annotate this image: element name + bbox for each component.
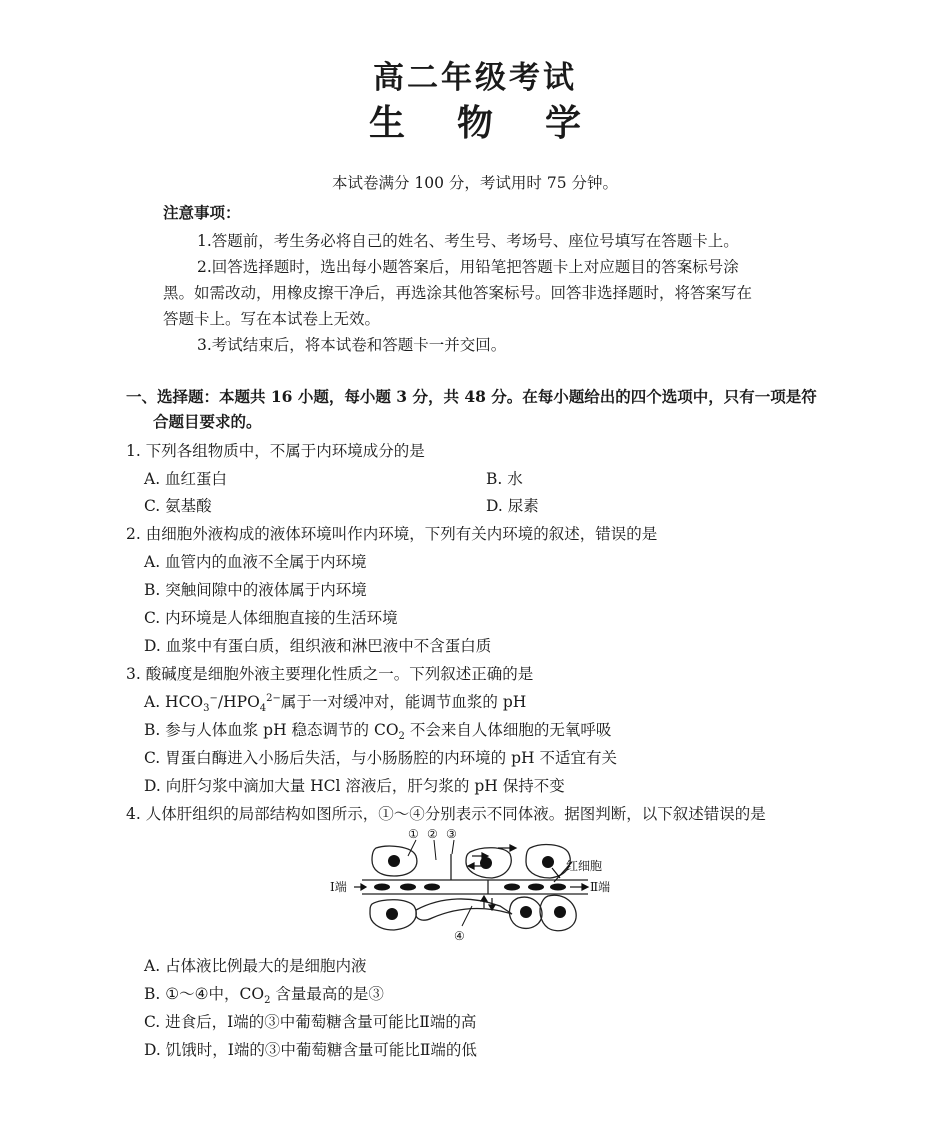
subject-char-2: 物 — [456, 102, 493, 144]
label-4: ④ — [454, 929, 465, 943]
label-end-2: Ⅱ端 — [590, 880, 611, 894]
label-1: ① — [408, 827, 419, 841]
q2-option-a: A. 血管内的血液不全属于内环境 — [144, 553, 367, 571]
q2-stem: 2. 由细胞外液构成的液体环境叫作内环境，下列有关内环境的叙述，错误的是 — [126, 525, 658, 543]
subject-char-3: 学 — [545, 102, 582, 144]
q4-option-b: B. ①～④中，$CO_2$ 含量最高的是③ — [144, 985, 384, 1007]
lymph-vessel — [416, 899, 512, 920]
red-blood-cells — [374, 884, 566, 891]
exam-title: 高二年级考试 — [373, 60, 577, 96]
q3-option-c: C. 胃蛋白酶进入小肠后失活，与小肠肠腔的内环境的 pH 不适宜有关 — [144, 749, 617, 767]
q4-option-d: D. 饥饿时，Ⅰ端的③中葡萄糖含量可能比Ⅱ端的低 — [144, 1041, 477, 1059]
q1-option-d: D. 尿素 — [486, 497, 539, 515]
q3-stem: 3. 酸碱度是细胞外液主要理化性质之一。下列叙述正确的是 — [126, 665, 534, 683]
notice-heading: 注意事项： — [163, 203, 241, 222]
label-rbc: 红细胞 — [566, 859, 603, 873]
notice-item-3: 3.考试结束后，将本试卷和答题卡一并交回。 — [197, 336, 507, 354]
label-end-1: Ⅰ端 — [330, 880, 347, 894]
q1-option-a: A. 血红蛋白 — [144, 470, 228, 488]
notice-item-2-line-3: 答题卡上。写在本试卷上无效。 — [163, 310, 381, 328]
subject-title — [0, 95, 950, 146]
notice-item-1: 1.答题前，考生务必将自己的姓名、考生号、考场号、座位号填写在答题卡上。 — [197, 232, 739, 250]
q3-option-a: A. $HCO_3^-/HPO_4^{2-}$属于一对缓冲对，能调节血浆的 pH — [144, 692, 527, 715]
q4-stem: 4. 人体肝组织的局部结构如图所示，①～④分别表示不同体液。据图判断，以下叙述错误的是 — [126, 805, 766, 823]
q1-option-c: C. 氨基酸 — [144, 497, 212, 515]
q3-option-b: B. 参与人体血浆 pH 稳态调节的 $CO_2$ 不会来自人体细胞的无氧呼吸 — [144, 721, 612, 743]
q1-stem: 1. 下列各组物质中，不属于内环境成分的是 — [126, 442, 425, 460]
section-heading-line-2: 合题目要求的。 — [153, 412, 262, 431]
q4-option-c: C. 进食后，Ⅰ端的③中葡萄糖含量可能比Ⅱ端的高 — [144, 1013, 477, 1031]
q3-option-d: D. 向肝匀浆中滴加大量 HCl 溶液后，肝匀浆的 pH 保持不变 — [144, 777, 565, 795]
q2-option-c: C. 内环境是人体细胞直接的生活环境 — [144, 609, 398, 627]
label-2: ② — [427, 827, 438, 841]
label-3: ③ — [446, 827, 457, 841]
exam-info: 本试卷满分 100 分，考试用时 75 分钟。 — [331, 174, 619, 192]
liver-tissue-diagram — [330, 826, 614, 944]
q4-option-a: A. 占体液比例最大的是细胞内液 — [144, 957, 367, 975]
q2-option-d: D. 血浆中有蛋白质，组织液和淋巴液中不含蛋白质 — [144, 637, 492, 655]
notice-item-2-line-1: 2.回答选择题时，选出每小题答案后，用铅笔把答题卡上对应题目的答案标号涂 — [197, 258, 739, 276]
q1-option-b: B. 水 — [486, 470, 523, 488]
notice-item-2-line-2: 黑。如需改动，用橡皮擦干净后，再选涂其他答案标号。回答非选择题时，将答案写在 — [163, 284, 753, 302]
subject-char-1: 生 — [368, 102, 405, 144]
section-heading-line-1: 一、选择题：本题共 16 小题，每小题 3 分，共 48 分。在每小题给出的四个选项中，只有一项是符 — [126, 387, 817, 406]
q2-option-b: B. 突触间隙中的液体属于内环境 — [144, 581, 367, 599]
